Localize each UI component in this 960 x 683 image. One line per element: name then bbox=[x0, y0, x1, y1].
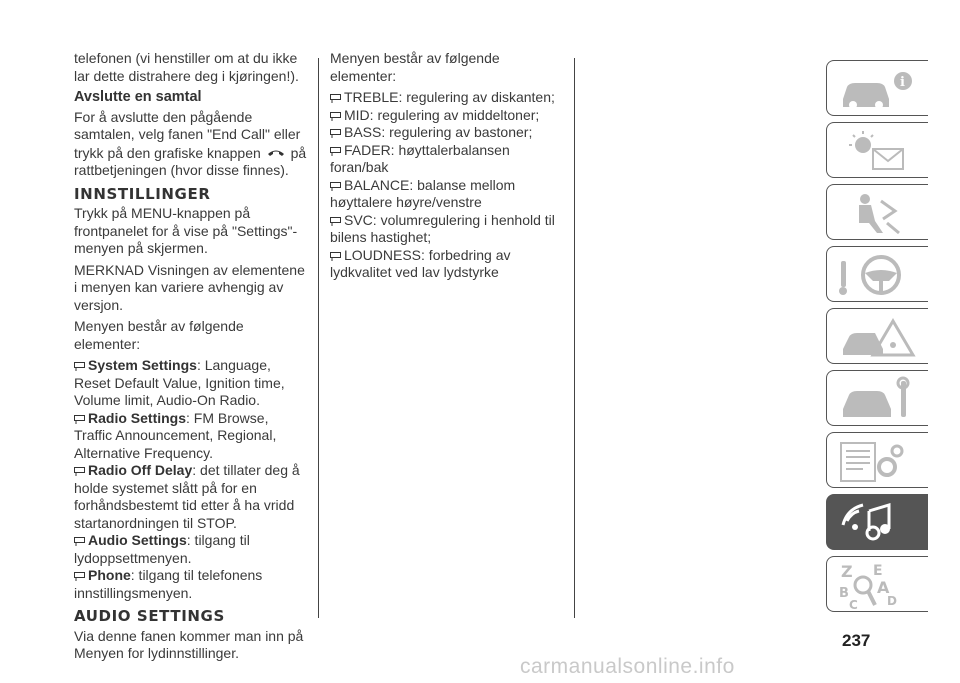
list-item bbox=[74, 410, 310, 463]
bullet-icon bbox=[330, 94, 341, 103]
tab-multimedia[interactable] bbox=[826, 494, 928, 550]
tab-maintenance[interactable] bbox=[826, 370, 928, 426]
settings-paragraph: Trykk på MENU-knappen på frontpanelet for å vise på "Settings"-menyen på skjermen. bbox=[74, 205, 298, 256]
column-divider bbox=[318, 58, 319, 618]
settings-list bbox=[74, 357, 310, 602]
item-text: SVC: volumregulering i henhold til bilens hastighet; bbox=[330, 211, 555, 245]
list-item bbox=[74, 357, 310, 410]
list-item bbox=[74, 462, 310, 532]
bullet-icon bbox=[74, 362, 85, 371]
bullet-icon bbox=[74, 467, 85, 476]
list-item bbox=[74, 567, 310, 602]
bullet-icon bbox=[330, 147, 341, 156]
list-item bbox=[330, 247, 568, 282]
end-call-text-before: For å avslutte den pågående samtalen, velg fanen "End Call" eller trykk på den grafiske knappen bbox=[74, 108, 301, 161]
svg-text:D: D bbox=[887, 594, 897, 608]
svg-text:A: A bbox=[877, 578, 890, 597]
settings-note: MERKNAD Visningen av elementene i menyen kan variere avhengig av versjon. bbox=[74, 261, 305, 313]
item-label: Phone bbox=[88, 567, 131, 583]
item-text: : tilgang til lydoppsettmenyen. bbox=[74, 532, 250, 566]
list-item bbox=[330, 212, 568, 247]
list-item bbox=[330, 124, 568, 142]
left-column bbox=[74, 50, 310, 667]
svg-text:C: C bbox=[849, 598, 858, 612]
page-number: 237 bbox=[842, 631, 871, 650]
bullet-icon bbox=[330, 252, 341, 261]
tab-car-info[interactable] bbox=[826, 60, 928, 116]
item-text: : det tillater deg å holde systemet slått på for en forhåndsbestemt tid etter å ha vridd startanordningen til STOP. bbox=[74, 462, 300, 531]
technical-data-icon bbox=[833, 437, 923, 485]
list-item bbox=[330, 142, 568, 177]
tab-safety[interactable] bbox=[826, 184, 928, 240]
svg-text:B: B bbox=[839, 586, 849, 601]
item-label: Radio Off Delay bbox=[88, 462, 193, 478]
bullet-icon bbox=[330, 217, 341, 226]
bullet-icon bbox=[330, 129, 341, 138]
audio-list-intro: Menyen består av følgende elementer: bbox=[330, 50, 500, 84]
item-text: BALANCE: balanse mellom høyttalere høyre/venstre bbox=[330, 176, 516, 210]
audio-settings-heading: AUDIO SETTINGS bbox=[74, 607, 225, 625]
item-label: System Settings bbox=[88, 357, 197, 373]
svg-text:i: i bbox=[900, 75, 905, 90]
car-info-icon bbox=[833, 65, 923, 113]
end-call-text bbox=[74, 109, 310, 180]
bullet-icon bbox=[74, 537, 85, 546]
list-item bbox=[74, 532, 310, 567]
phone-hangup-icon bbox=[267, 144, 285, 162]
intro-text: telefonen (vi henstiller om at du ikke lar dette distrahere deg i kjøringen!). bbox=[74, 50, 299, 84]
multimedia-icon bbox=[833, 499, 923, 547]
tab-technical-data[interactable] bbox=[826, 432, 928, 488]
item-label: Audio Settings bbox=[88, 532, 187, 548]
end-call-text-after: på rattbetjeningen (hvor disse finnes). bbox=[74, 144, 307, 178]
audio-list bbox=[330, 89, 568, 282]
column-divider bbox=[574, 58, 575, 618]
tab-index[interactable] bbox=[826, 556, 928, 612]
audio-settings-text: Via denne fanen kommer man inn på Menyen for lydinnstillinger. bbox=[74, 627, 304, 661]
item-text: : tilgang til telefonens innstillingsmenyen. bbox=[74, 567, 263, 601]
item-text: FADER: høyttalerbalansen foran/bak bbox=[330, 141, 510, 175]
item-text: : Language, Reset Default Value, Ignition time, Volume limit, Audio-On Radio. bbox=[74, 357, 285, 408]
item-text: MID: regulering av middeltoner; bbox=[344, 106, 540, 123]
settings-list-intro: Menyen består av følgende elementer: bbox=[74, 318, 244, 352]
bullet-icon bbox=[330, 112, 341, 121]
middle-column bbox=[330, 50, 568, 282]
svg-text:E: E bbox=[873, 563, 883, 579]
item-label: Radio Settings bbox=[88, 409, 187, 426]
tab-warning-lights[interactable] bbox=[826, 122, 928, 178]
car-maintenance-icon bbox=[833, 375, 923, 423]
end-call-heading: Avslutte en samtal bbox=[74, 89, 202, 105]
seat-airbag-icon bbox=[833, 189, 923, 237]
bullet-icon bbox=[330, 182, 341, 191]
watermark: carmanualsonline.info bbox=[520, 655, 735, 678]
list-item bbox=[330, 89, 568, 107]
svg-text:Z: Z bbox=[841, 562, 853, 581]
item-text: : FM Browse, Traffic Announcement, Regional, Alternative Frequency. bbox=[74, 409, 277, 461]
index-icon bbox=[833, 561, 923, 613]
item-text: LOUDNESS: forbedring av lydkvalitet ved lav lydstyrke bbox=[330, 246, 511, 280]
item-text: TREBLE: regulering av diskanten; bbox=[344, 89, 555, 105]
emergency-triangle-icon bbox=[833, 313, 923, 361]
tab-emergency[interactable] bbox=[826, 308, 928, 364]
list-item bbox=[330, 107, 568, 125]
bullet-icon bbox=[74, 415, 85, 424]
tab-starting-driving[interactable] bbox=[826, 246, 928, 302]
item-text: BASS: regulering av bastoner; bbox=[344, 124, 533, 140]
steering-wheel-icon bbox=[833, 251, 923, 299]
list-item bbox=[330, 177, 568, 212]
bullet-icon bbox=[74, 572, 85, 581]
warning-lights-icon bbox=[833, 127, 923, 175]
settings-heading: INNSTILLINGER bbox=[74, 184, 211, 203]
